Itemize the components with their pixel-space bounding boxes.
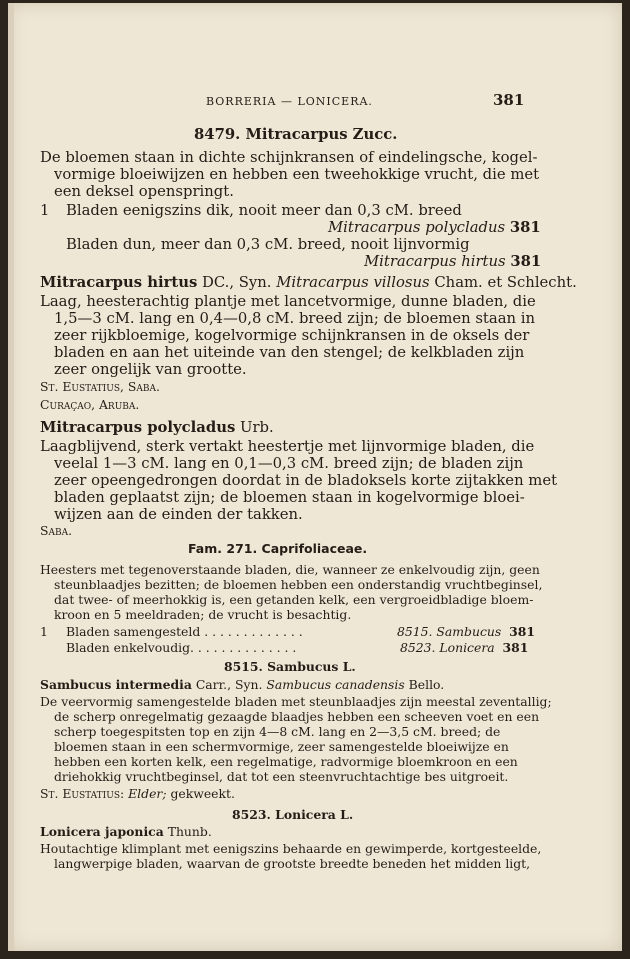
species-desc-line: langwerpige bladen, waarvan de grootste breedte beneden het midden ligt, bbox=[54, 856, 531, 871]
species-desc-line: zeer rijkbloemige, kogelvormige schijnkransen in de oksels der bbox=[54, 327, 530, 344]
family-desc-line: steunblaadjes bezitten; de bloemen hebben een onderstandig vruchtbeginsel, bbox=[54, 577, 543, 592]
species-heading-lonicera: Lonicera japonica Thunb. bbox=[40, 824, 212, 839]
key-result-page: 381 bbox=[509, 219, 541, 236]
species-desc-line: bloemen staan in een schermvormige, zeer samengestelde bloeiwijze en bbox=[54, 739, 509, 754]
key-result-page: 381 bbox=[510, 253, 542, 270]
genus-heading-lonicera: 8523. Lonicera L. bbox=[232, 807, 354, 822]
distribution: St. Eustatius: Elder; gekweekt. bbox=[40, 786, 235, 801]
family-desc-line: kroon en 5 meeldraden; de vrucht is besachtig. bbox=[54, 607, 352, 622]
running-header: BORRERIA — LONICERA. bbox=[206, 95, 373, 108]
genus-heading-sambucus: 8515. Sambucus L. bbox=[224, 659, 356, 674]
key-result: 8515. Sambucus 381 bbox=[397, 624, 535, 639]
key-result-name: Mitracarpus hirtus bbox=[364, 253, 506, 270]
species-desc-line: bladen en aan het uiteinde van den stengel; de kelkbladen zijn bbox=[54, 344, 525, 361]
page-gutter bbox=[8, 3, 14, 951]
book-page bbox=[8, 3, 622, 951]
genus-heading-mitracarpus: 8479. Mitracarpus Zucc. bbox=[194, 126, 398, 143]
species-desc-line: wijzen aan de einden der takken. bbox=[54, 506, 303, 523]
species-desc-line: hebben een korten kelk, een regelmatige, radvormige bloemkroon en een bbox=[54, 754, 518, 769]
species-heading-sambucus: Sambucus intermedia Carr., Syn. Sambucus canadensis Bello. bbox=[40, 677, 445, 692]
species-desc-line: 1,5—3 cM. lang en 0,4—0,8 cM. breed zijn; de bloemen staan in bbox=[54, 310, 536, 327]
species-desc-line: veelal 1—3 cM. lang en 0,1—0,3 cM. breed zijn; de bladen zijn bbox=[54, 455, 524, 472]
species-desc-line: de scherp onregelmatig gezaagde blaadjes hebben een scheeven voet en een bbox=[54, 709, 540, 724]
key-result: 8523. Lonicera 381 bbox=[400, 640, 529, 655]
key-number: 1 bbox=[40, 202, 50, 219]
species-desc-line: De veervormig samengestelde bladen met steunblaadjes zijn meestal zeventallig; bbox=[40, 694, 552, 709]
species-desc-line: scherp toegespitsten top en zijn 4—8 cM. lang en 2—3,5 cM. breed; de bbox=[54, 724, 501, 739]
key-lead: Bladen dun, meer dan 0,3 cM. breed, nooit lijnvormig bbox=[66, 236, 470, 253]
distribution: Saba. bbox=[40, 523, 73, 538]
genus-desc-line: een deksel openspringt. bbox=[54, 183, 234, 200]
family-desc-line: Heesters met tegenoverstaande bladen, die, wanneer ze enkelvoudig zijn, geen bbox=[40, 562, 540, 577]
family-desc-line: dat twee- of meerhokkig is, een getanden kelk, een vergroeidbladige bloem- bbox=[54, 592, 534, 607]
species-desc-line: zeer ongelijk van grootte. bbox=[54, 361, 247, 378]
key-lead: Bladen enkelvoudig. . . . . . . . . . . . . . bbox=[66, 640, 297, 655]
species-desc-line: zeer opeengedrongen doordat in de bladoksels korte zijtakken met bbox=[54, 472, 558, 489]
species-desc-line: Laag, heesterachtig plantje met lancetvormige, dunne bladen, die bbox=[40, 293, 536, 310]
species-desc-line: bladen geplaatst zijn; de bloemen staan in kogelvormige bloei- bbox=[54, 489, 525, 506]
distribution: St. Eustatius, Saba. bbox=[40, 379, 160, 394]
key-lead: Bladen eenigszins dik, nooit meer dan 0,3 cM. breed bbox=[66, 202, 462, 219]
species-desc-line: Laagblijvend, sterk vertakt heestertje met lijnvormige bladen, die bbox=[40, 438, 535, 455]
species-desc-line: driehokkig vruchtbeginsel, dat tot een steenvruchtachtige bes uitgroeit. bbox=[54, 769, 509, 784]
family-heading: Fam. 271. Caprifoliaceae. bbox=[188, 541, 368, 556]
key-lead: Bladen samengesteld . . . . . . . . . . . . . bbox=[66, 624, 303, 639]
key-result bbox=[328, 221, 541, 236]
species-desc-line: Houtachtige klimplant met eenigszins behaarde en gewimperde, kortgesteelde, bbox=[40, 841, 542, 856]
species-heading-polycladus: Mitracarpus polycladus Urb. bbox=[40, 419, 274, 436]
page-number: 381 bbox=[493, 91, 525, 109]
genus-desc-line: De bloemen staan in dichte schijnkransen of eindelingsche, kogel- bbox=[40, 149, 538, 166]
genus-desc-line: vormige bloeiwijzen en hebben een tweehokkige vrucht, die met bbox=[54, 166, 540, 183]
key-result bbox=[364, 255, 541, 270]
distribution: Curaçao, Aruba. bbox=[40, 397, 140, 412]
key-result-name: Mitracarpus polycladus bbox=[328, 219, 506, 236]
key-number: 1 bbox=[40, 624, 48, 639]
species-heading-hirtus: Mitracarpus hirtus DC., Syn. Mitracarpus villosus Cham. et Schlecht. bbox=[40, 274, 577, 291]
